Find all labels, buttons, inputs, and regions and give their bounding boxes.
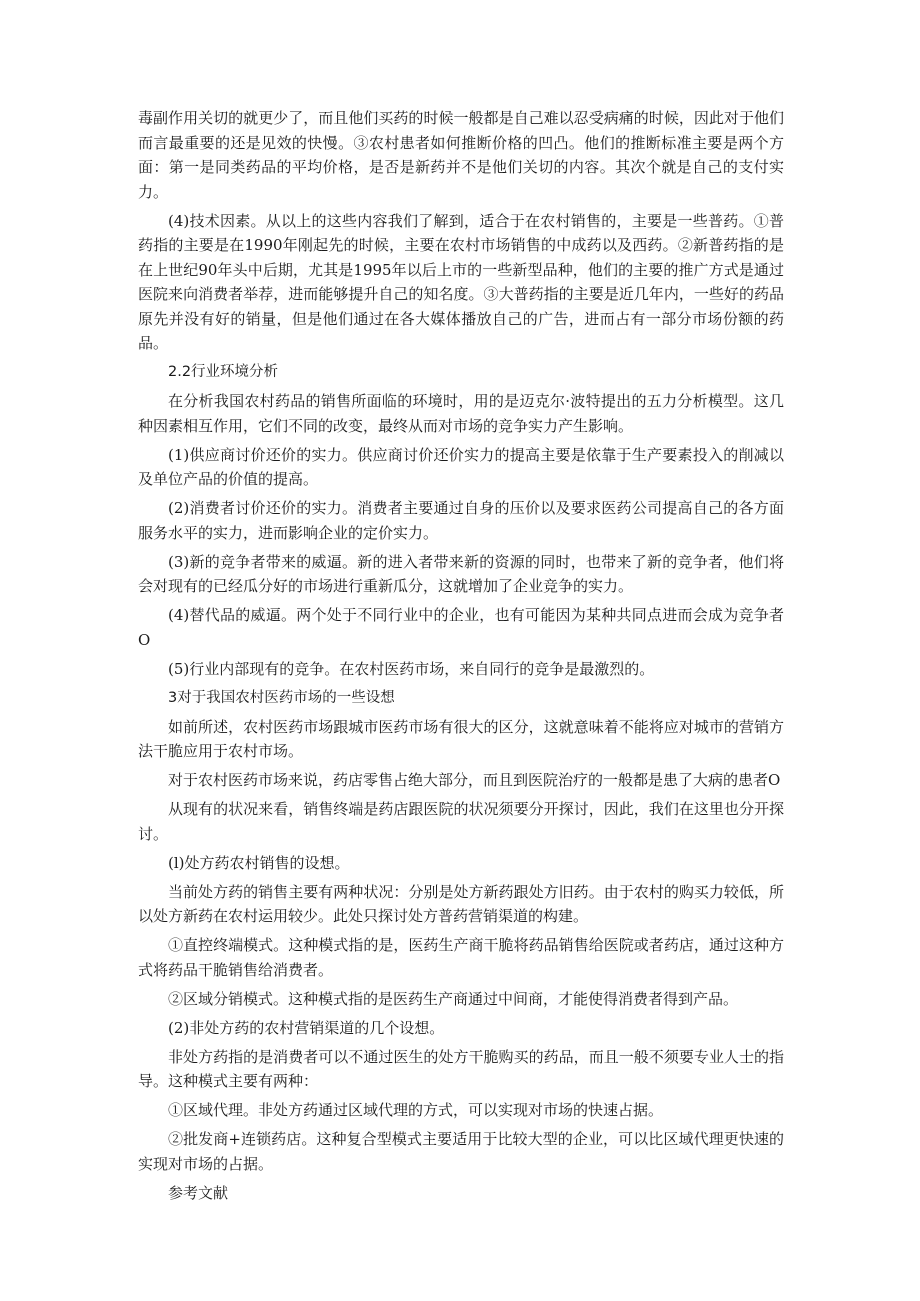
- paragraph-new-entrants: (3)新的竞争者带来的威逼。新的进入者带来新的资源的同时，也带来了新的竞争者，他们将会对现有的已经瓜分好的市场进行重新瓜分，这就增加了企业竞争的实力。: [138, 552, 784, 595]
- paragraph-terminal-discussion: 从现有的状况来看，销售终端是药店跟医院的状况须要分开探讨，因此，我们在这里也分开探讨。: [138, 800, 784, 843]
- paragraph-regional-agency: ①区域代理。非处方药通过区域代理的方式，可以实现对市场的快速占据。: [168, 1101, 664, 1119]
- paragraph-prescription-sales: 当前处方药的销售主要有两种状况：分别是处方新药跟处方旧药。由于农村的购买力较低，所以处方新药在农村运用较少。此处只探讨处方普药营销渠道的构建。: [138, 882, 784, 925]
- section-heading-industry-environment: 2.2行业环境分析: [168, 364, 279, 380]
- references-heading: 参考文献: [168, 1183, 229, 1202]
- paragraph-pharmacy-retail: 对于农村医药市场来说，药店零售占绝大部分，而且到医院治疗的一般都是患了大病的患者O: [168, 771, 781, 789]
- paragraph-direct-terminal-mode: ①直控终端模式。这种模式指的是，医药生产商干脆将药品销售给医院或者药店，通过这种方式将药品干脆销售给消费者。: [138, 936, 784, 979]
- paragraph-technology-factor: (4)技术因素。从以上的这些内容我们了解到，适合于在农村销售的，主要是一些普药。①普药指的主要是在1990年刚起先的时候，主要在农村市场销售的中成药以及西药。②新普药指的是在上世纪90年头中后期，尤其是1995年以后上市的一些新型品种，他们的主要的推广方式是通过医院来向消费者举荐，进而能够提升自己的知名度。③大普药指的主要是近几年内，一些好的药品原先并没有好的销量，但是他们通过在各大媒体播放自己的广告，进而占有一部分市场份额的药品。: [138, 211, 784, 352]
- subheading-otc-drugs: (2)非处方药的农村营销渠道的几个设想。: [168, 1018, 445, 1037]
- paragraph-regional-distribution-mode: ②区域分销模式。这种模式指的是医药生产商通过中间商，才能使得消费者得到产品。: [168, 989, 739, 1008]
- paragraph-substitutes: (4)替代品的威逼。两个处于不同行业中的企业，也有可能因为某种共同点进而会成为竞争者O: [138, 606, 784, 649]
- document-page: [138, 106, 784, 1205]
- section-heading-rural-market-ideas: 3对于我国农村医药市场的一些设想: [168, 689, 395, 706]
- paragraph-rivalry: (5)行业内部现有的竞争。在农村医药市场，来自同行的竞争是最激烈的。: [168, 659, 655, 678]
- paragraph-five-forces-intro: 在分析我国农村药品的销售所面临的环境时，用的是迈克尔·波特提出的五力分析模型。这几种因素相互作用，它们不同的改变，最终从而对市场的竞争实力产生影响。: [138, 392, 784, 435]
- subheading-prescription-drugs: (l)处方药农村销售的设想。: [168, 853, 350, 872]
- paragraph-continuation: 毒副作用关切的就更少了，而且他们买药的时候一般都是自己难以忍受病痛的时候，因此对于他们而言最重要的还是见效的快慢。③农村患者如何推断价格的凹凸。他们的推断标准主要是两个方面：第一是同类药品的平均价格，是否是新药并不是他们关切的内容。其次个就是自己的支付实力。: [138, 109, 784, 201]
- paragraph-otc-definition: 非处方药指的是消费者可以不通过医生的处方干脆购买的药品，而且一般不须要专业人士的指导。这种模式主要有两种：: [138, 1047, 784, 1090]
- paragraph-wholesale-chain: ②批发商+连锁药店。这种复合型模式主要适用于比较大型的企业，可以比区域代理更快速的实现对市场的占据。: [138, 1130, 784, 1173]
- paragraph-buyer-power: (2)消费者讨价还价的实力。消费者主要通过自身的压价以及要求医药公司提高自己的各方面服务水平的实力，进而影响企业的定价实力。: [138, 499, 784, 542]
- paragraph-supplier-power: (1)供应商讨价还价的实力。供应商讨价还价实力的提高主要是依靠于生产要素投入的削减以及单位产品的价值的提高。: [138, 445, 784, 488]
- paragraph-rural-vs-urban: 如前所述，农村医药市场跟城市医药市场有很大的区分，这就意味着不能将应对城市的营销方法干脆应用于农村市场。: [138, 717, 784, 760]
